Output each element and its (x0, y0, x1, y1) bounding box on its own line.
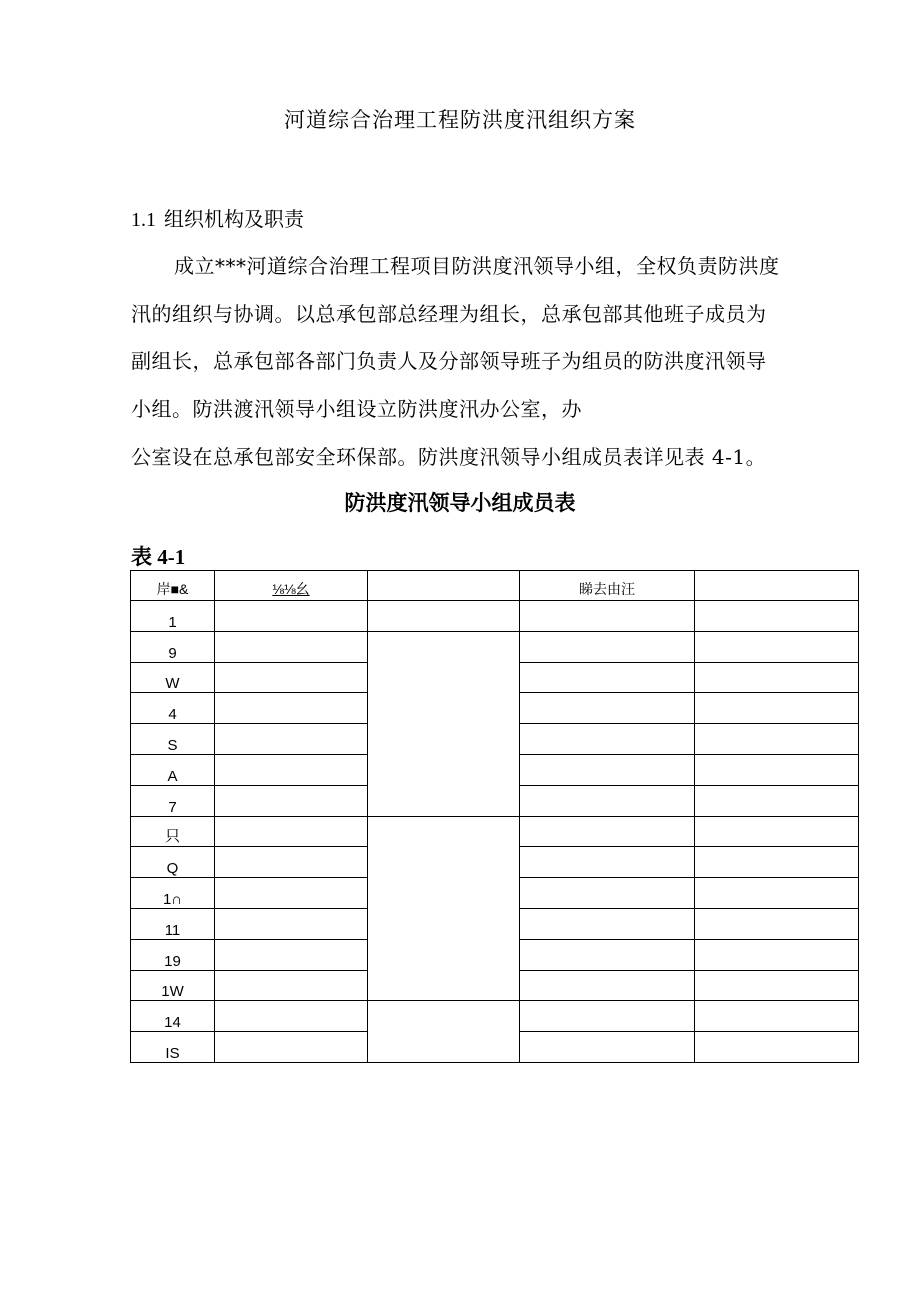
header-cell-5 (695, 571, 859, 601)
table-cell (520, 601, 695, 632)
merged-cell-group-1 (368, 631, 520, 816)
row-number: IS (131, 1032, 215, 1063)
document-title: 河道综合治理工程防洪度汛组织方案 (284, 108, 636, 132)
table-cell (520, 631, 695, 662)
table-cell (695, 908, 859, 939)
row-number: 14 (131, 1001, 215, 1032)
table-cell (368, 601, 520, 632)
body-line-1: 成立***河道综合治理工程项目防洪度汛领导小组，全权负责防洪度 (174, 254, 780, 278)
table-cell (520, 970, 695, 1001)
table-cell (215, 662, 368, 693)
table-cell (695, 754, 859, 785)
table-row (131, 601, 859, 632)
members-table (130, 570, 859, 1063)
table-cell (520, 939, 695, 970)
table-cell (520, 724, 695, 755)
table-cell (520, 754, 695, 785)
table-cell (520, 878, 695, 909)
table-cell (520, 847, 695, 878)
table-header-row (131, 571, 859, 601)
table-cell (520, 785, 695, 816)
table-cell (695, 1032, 859, 1063)
table-cell (215, 908, 368, 939)
section-heading-text: 组织机构及职责 (164, 207, 304, 231)
table-row (131, 1001, 859, 1032)
table-caption: 防洪度汛领导小组成员表 (344, 491, 576, 515)
table-cell (520, 1001, 695, 1032)
table-cell (695, 847, 859, 878)
row-number: S (131, 724, 215, 755)
table-cell (695, 816, 859, 847)
row-number: W (131, 662, 215, 693)
table-row (131, 631, 859, 662)
merged-cell-group-2 (368, 816, 520, 1001)
table-number: 表 4-1 (131, 545, 186, 569)
row-number: A (131, 754, 215, 785)
header-cell-3 (368, 571, 520, 601)
body-line-4: 小组。防洪渡汛领导小组设立防洪度汛办公室，办 (131, 397, 582, 421)
table-cell (215, 693, 368, 724)
table-cell (520, 908, 695, 939)
table-cell (695, 785, 859, 816)
merged-cell-group-3 (368, 1001, 520, 1063)
table-cell (695, 693, 859, 724)
section-heading (131, 203, 304, 232)
table-cell (215, 631, 368, 662)
table-cell (695, 939, 859, 970)
table-cell (695, 1001, 859, 1032)
row-number: 4 (131, 693, 215, 724)
table-cell (215, 847, 368, 878)
header-cell-4: 睇去由汪 (520, 571, 695, 601)
row-number: 只 (131, 816, 215, 847)
table-cell (520, 693, 695, 724)
row-number: 1 (131, 601, 215, 632)
table-cell (215, 601, 368, 632)
table-cell (695, 970, 859, 1001)
body-line-5: 公室设在总承包部安全环保部。防洪度汛领导小组成员表详见表 4-1。 (131, 445, 767, 469)
row-number: Q (131, 847, 215, 878)
table-cell (215, 785, 368, 816)
row-number: 1W (131, 970, 215, 1001)
table-cell (520, 662, 695, 693)
table-cell (695, 878, 859, 909)
table-row (131, 816, 859, 847)
row-number: 11 (131, 908, 215, 939)
row-number: 1∩ (131, 878, 215, 909)
table-cell (695, 631, 859, 662)
table-cell (215, 939, 368, 970)
table-cell (215, 1032, 368, 1063)
table-cell (695, 724, 859, 755)
header-cell-1: 岸■& (131, 571, 215, 601)
header-cell-2: ⅛⅛幺 (215, 571, 368, 601)
table-cell (215, 816, 368, 847)
table-cell (215, 878, 368, 909)
table-cell (695, 601, 859, 632)
table-cell (520, 1032, 695, 1063)
table-cell (215, 754, 368, 785)
body-line-3: 副组长，总承包部各部门负责人及分部领导班子为组员的防洪度汛领导 (131, 349, 767, 373)
row-number: 19 (131, 939, 215, 970)
table-cell (695, 662, 859, 693)
row-number: 7 (131, 785, 215, 816)
body-line-2: 汛的组织与协调。以总承包部总经理为组长，总承包部其他班子成员为 (131, 302, 767, 326)
table-cell (215, 970, 368, 1001)
table-cell (215, 724, 368, 755)
table-cell (520, 816, 695, 847)
section-number: 1.1 (131, 209, 156, 231)
table-cell (215, 1001, 368, 1032)
row-number: 9 (131, 631, 215, 662)
